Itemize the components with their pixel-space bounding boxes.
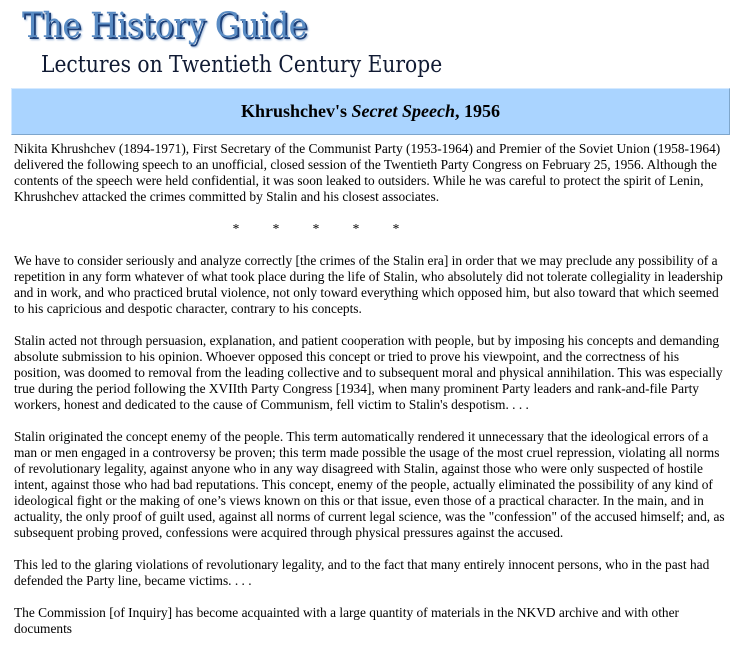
separator-star: *: [352, 221, 360, 236]
separator-star: *: [392, 221, 400, 236]
speech-paragraph: This led to the glaring violations of revolutionary legality, and to the fact that many entirely innocent persons, who in the past had defended the Party line, became victims. . . .: [14, 557, 710, 588]
separator-star: *: [312, 221, 320, 236]
speech-paragraph: Stalin acted not through persuasion, explanation, and patient cooperation with people, but by imposing his concepts and demanding absolute submission to his opinion. Whoever opposed this concept or tried to prove his viewpoint, and the correctness of his position, was doomed to removal from the leading collective and to subsequent moral and physical annihilation. This was especially true during the period following the XVIIth Party Congress [1934], when many prominent Party leaders and rank-and-file Party workers, honest and dedicated to the cause of Communism, fell victim to Stalin's despotism. . . .: [14, 333, 723, 412]
page-title-prefix: Khrushchev's: [240, 101, 352, 121]
section-separator: [14, 221, 726, 237]
intro-paragraph: Nikita Khrushchev (1894-1971), First Secretary of the Communist Party (1953-1964) and Premier of the Soviet Union (1958-1964) delivered the following speech to an unofficial, closed session of the Twentieth Party Congress on February 25, 1956. Although the contents of the speech were held confidential, it was soon leaked to outsiders. While he was careful to protect the spirit of Lenin, Khrushchev attacked the crimes committed by Stalin and his closest associates.: [14, 141, 721, 204]
site-subtitle: Lectures on Twentieth Century Europe: [41, 52, 443, 78]
page-title-italic: Secret Speech: [351, 101, 455, 121]
page-title: [241, 101, 500, 122]
site-title: The History Guide: [22, 6, 307, 46]
article-body: [14, 141, 726, 653]
title-banner: [11, 88, 730, 135]
speech-paragraph: Stalin originated the concept enemy of the people. This term automatically rendered it unnecessary that the ideological errors of a man or men engaged in a controversy be proven; this term made possible the usage of the most cruel repression, violating all norms of revolutionary legality, against anyone who in any way disagreed with Stalin, against those who were only suspected of hostile intent, against those who had bad reputations. This concept, enemy of the people, actually eliminated the possibility of any kind of ideological fight or the making of one’s views known on this or that issue, even those of a practical character. In the main, and in actuality, the only proof of guilt used, against all norms of current legal science, was the "confession" of the accused himself; and, as subsequent probing proved, confessions were acquired through physical pressures against the accused.: [14, 429, 725, 540]
site-logo[interactable]: [22, 6, 443, 82]
speech-paragraph: We have to consider seriously and analyze correctly [the crimes of the Stalin era] in order that we may preclude any possibility of a repetition in any form whatever of what took place during the life of Stalin, who absolutely did not tolerate collegiality in leadership and in work, and who practiced brutal violence, not only toward everything which opposed him, but also toward that which seemed to his capricious and despotic character, contrary to his concepts.: [14, 253, 723, 316]
speech-paragraph: The Commission [of Inquiry] has become acquainted with a large quantity of materials in the NKVD archive and with other documents: [14, 605, 680, 636]
separator-star: *: [232, 221, 240, 236]
separator-star: *: [272, 221, 280, 236]
page-title-suffix: , 1956: [455, 101, 500, 121]
